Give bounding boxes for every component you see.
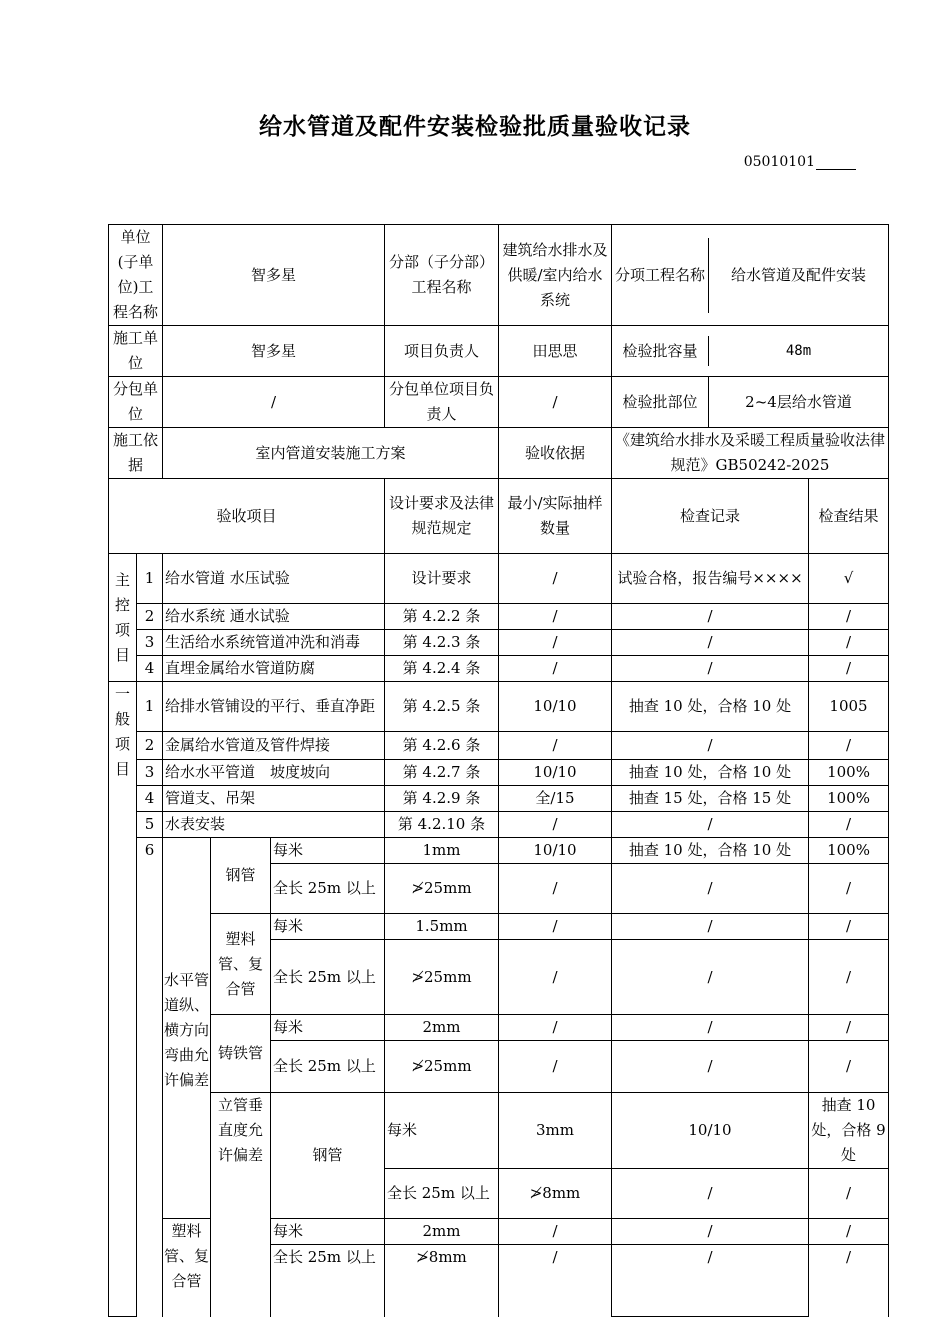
row-result: / xyxy=(809,940,889,1015)
per-meter-label: 每米 xyxy=(271,914,385,940)
division-label: 分部（子分部）工程名称 xyxy=(385,225,499,326)
row-req: 3mm xyxy=(499,1093,612,1169)
sub-value: / xyxy=(163,377,385,428)
plastic-label: 塑料管、复合管 xyxy=(211,914,271,1015)
row-no: 3 xyxy=(137,630,163,656)
part-value: 2~4层给水管道 xyxy=(745,392,852,411)
row-name: 管道支、吊架 xyxy=(163,786,385,812)
document-code-value: 05010101 xyxy=(743,154,815,170)
row-sample: 10/10 xyxy=(499,838,612,864)
row-result: / xyxy=(809,1245,889,1317)
row-no: 4 xyxy=(137,656,163,682)
capacity-value: 48m xyxy=(785,342,812,359)
row-sample: 全/15 xyxy=(499,786,612,812)
row-req: 第 4.2.7 条 xyxy=(385,760,499,786)
col-record-header: 检查记录 xyxy=(612,479,809,554)
row-record: / xyxy=(612,1245,809,1317)
document-code xyxy=(744,154,856,170)
row-result: 100% xyxy=(809,786,889,812)
full-length-label: 全长 25m 以上 xyxy=(271,1245,385,1317)
row-result: / xyxy=(809,604,889,630)
part-label: 检验批部位 xyxy=(612,377,709,427)
row-sample: / xyxy=(499,914,612,940)
row-req: 第 4.2.2 条 xyxy=(385,604,499,630)
row-req: 第 4.2.6 条 xyxy=(385,732,499,760)
row-sample: / xyxy=(499,630,612,656)
capacity-cells xyxy=(612,326,889,377)
col-item-header: 验收项目 xyxy=(109,479,385,554)
row-record: / xyxy=(612,1015,809,1041)
sub-manager-label: 分包单位项目负责人 xyxy=(385,377,499,428)
row-record: / xyxy=(612,914,809,940)
steel-label: 钢管 xyxy=(271,1093,385,1219)
row-name: 给水系统 通水试验 xyxy=(163,604,385,630)
row-record: 试验合格，报告编号×××× xyxy=(612,554,809,604)
row-req: ≯8mm xyxy=(499,1169,612,1219)
row-sample: 10/10 xyxy=(499,760,612,786)
row-sample: / xyxy=(499,812,612,838)
row-sample: / xyxy=(499,1219,612,1245)
full-length-label: 全长 25m 以上 xyxy=(271,1041,385,1093)
row-result: 1005 xyxy=(809,682,889,732)
per-meter-label: 每米 xyxy=(271,838,385,864)
accept-basis-value: 《建筑给水排水及采暖工程质量验收法律规范》GB50242-2025 xyxy=(612,428,889,479)
row-no: 4 xyxy=(137,786,163,812)
row-result: √ xyxy=(809,554,889,604)
division-value: 建筑给水排水及供暖/室内给水系统 xyxy=(499,225,612,326)
row-req: 设计要求 xyxy=(385,554,499,604)
plastic-label: 塑料管、复合管 xyxy=(163,1219,211,1317)
row-record: / xyxy=(612,1041,809,1093)
row-req: 第 4.2.5 条 xyxy=(385,682,499,732)
capacity-label: 检验批容量 xyxy=(612,336,709,366)
full-length-label: 全长 25m 以上 xyxy=(271,864,385,914)
row-sample: / xyxy=(499,604,612,630)
item-value: 给水管道及配件安装 xyxy=(731,265,867,284)
manager-value: 田思思 xyxy=(499,326,612,377)
row-record: 抽查 10 处，合格 10 处 xyxy=(612,760,809,786)
row-record: / xyxy=(612,604,809,630)
row-result: / xyxy=(809,1041,889,1093)
row-record: 抽查 10 处，合格 10 处 xyxy=(612,682,809,732)
row-no: 6 xyxy=(137,838,163,1317)
row-req: 1mm xyxy=(385,838,499,864)
col-req-header: 设计要求及法律规范规定 xyxy=(385,479,499,554)
row-name: 直埋金属给水管道防腐 xyxy=(163,656,385,682)
builder-label: 施工单位 xyxy=(109,326,163,377)
steel-label: 钢管 xyxy=(211,838,271,914)
row-no: 1 xyxy=(137,682,163,732)
row-record: / xyxy=(612,630,809,656)
row-name: 金属给水管道及管件焊接 xyxy=(163,732,385,760)
row-sample: / xyxy=(499,864,612,914)
col-sample-header: 最小/实际抽样数量 xyxy=(499,479,612,554)
row-req: 第 4.2.10 条 xyxy=(385,812,499,838)
row-result: / xyxy=(809,864,889,914)
row-req: ≯25mm xyxy=(385,864,499,914)
row-record: / xyxy=(612,864,809,914)
manager-label: 项目负责人 xyxy=(385,326,499,377)
row-req: ≯8mm xyxy=(385,1245,499,1317)
basis-label: 施工依据 xyxy=(109,428,163,479)
inspection-record-table xyxy=(108,224,889,1317)
row-sample: / xyxy=(499,1245,612,1317)
row-name: 给水水平管道 坡度坡向 xyxy=(163,760,385,786)
per-meter-label: 每米 xyxy=(271,1015,385,1041)
row-no: 1 xyxy=(137,554,163,604)
row-no: 2 xyxy=(137,732,163,760)
per-meter-label: 每米 xyxy=(271,1219,385,1245)
row-no: 3 xyxy=(137,760,163,786)
item-label: 分项工程名称 xyxy=(612,238,709,313)
basis-value: 室内管道安装施工方案 xyxy=(163,428,499,479)
sub-manager-value: / xyxy=(499,377,612,428)
row-record: / xyxy=(612,732,809,760)
row-name: 水表安装 xyxy=(163,812,385,838)
builder-value: 智多星 xyxy=(163,326,385,377)
row-req: 第 4.2.3 条 xyxy=(385,630,499,656)
row-sample: / xyxy=(612,1169,809,1219)
row-record: 抽查 15 处，合格 15 处 xyxy=(612,786,809,812)
row-record: / xyxy=(809,1169,889,1219)
row-req: ≯25mm xyxy=(385,1041,499,1093)
row-name: 生活给水系统管道冲洗和消毒 xyxy=(163,630,385,656)
accept-basis-label: 验收依据 xyxy=(499,428,612,479)
row-record: / xyxy=(612,812,809,838)
row-result: / xyxy=(809,1219,889,1245)
row-sample: 10/10 xyxy=(612,1093,809,1169)
sub-label: 分包单位 xyxy=(109,377,163,428)
row-result: / xyxy=(809,630,889,656)
main-items-label: 主控项目 xyxy=(109,554,137,682)
row-req: 2mm xyxy=(385,1015,499,1041)
row-name: 给水管道 水压试验 xyxy=(163,554,385,604)
row-sample: / xyxy=(499,1015,612,1041)
row-result: / xyxy=(809,1015,889,1041)
item-cells xyxy=(612,225,889,326)
row-sample: / xyxy=(499,656,612,682)
row-record: / xyxy=(612,656,809,682)
row-result: 100% xyxy=(809,760,889,786)
per-meter-label: 每米 xyxy=(385,1093,499,1169)
row-record: / xyxy=(612,1219,809,1245)
row-no: 2 xyxy=(137,604,163,630)
row-sample: / xyxy=(499,940,612,1015)
horizontal-deviation-label: 水平管道纵、横方向弯曲允许偏差 xyxy=(163,838,211,1219)
unit-value: 智多星 xyxy=(163,225,385,326)
row-no: 5 xyxy=(137,812,163,838)
row-result: 100% xyxy=(809,838,889,864)
row-result: / xyxy=(809,812,889,838)
row-result: / xyxy=(809,732,889,760)
row-sample: 10/10 xyxy=(499,682,612,732)
row-req: 2mm xyxy=(385,1219,499,1245)
row-req: 1.5mm xyxy=(385,914,499,940)
row-req: 第 4.2.4 条 xyxy=(385,656,499,682)
full-length-label: 全长 25m 以上 xyxy=(271,940,385,1015)
vertical-deviation-label: 立管垂直度允许偏差 xyxy=(211,1093,271,1317)
part-cells xyxy=(612,377,889,428)
row-req: ≯25mm xyxy=(385,940,499,1015)
unit-label: 单位(子单位)工程名称 xyxy=(109,225,163,326)
general-items-label: 一般项目 xyxy=(109,682,137,1317)
full-length-label: 全长 25m 以上 xyxy=(385,1169,499,1219)
col-result-header: 检查结果 xyxy=(809,479,889,554)
row-sample: / xyxy=(499,732,612,760)
row-name: 给排水管铺设的平行、垂直净距 xyxy=(163,682,385,732)
row-record: 抽查 10 处，合格 9 处 xyxy=(809,1093,889,1169)
row-sample: / xyxy=(499,1041,612,1093)
row-sample: / xyxy=(499,554,612,604)
row-result: / xyxy=(809,656,889,682)
page-title: 给水管道及配件安装检验批质量验收记录 xyxy=(259,113,691,140)
row-record: 抽查 10 处，合格 10 处 xyxy=(612,838,809,864)
cast-iron-label: 铸铁管 xyxy=(211,1015,271,1093)
row-req: 第 4.2.9 条 xyxy=(385,786,499,812)
row-result: / xyxy=(809,914,889,940)
row-record: / xyxy=(612,940,809,1015)
